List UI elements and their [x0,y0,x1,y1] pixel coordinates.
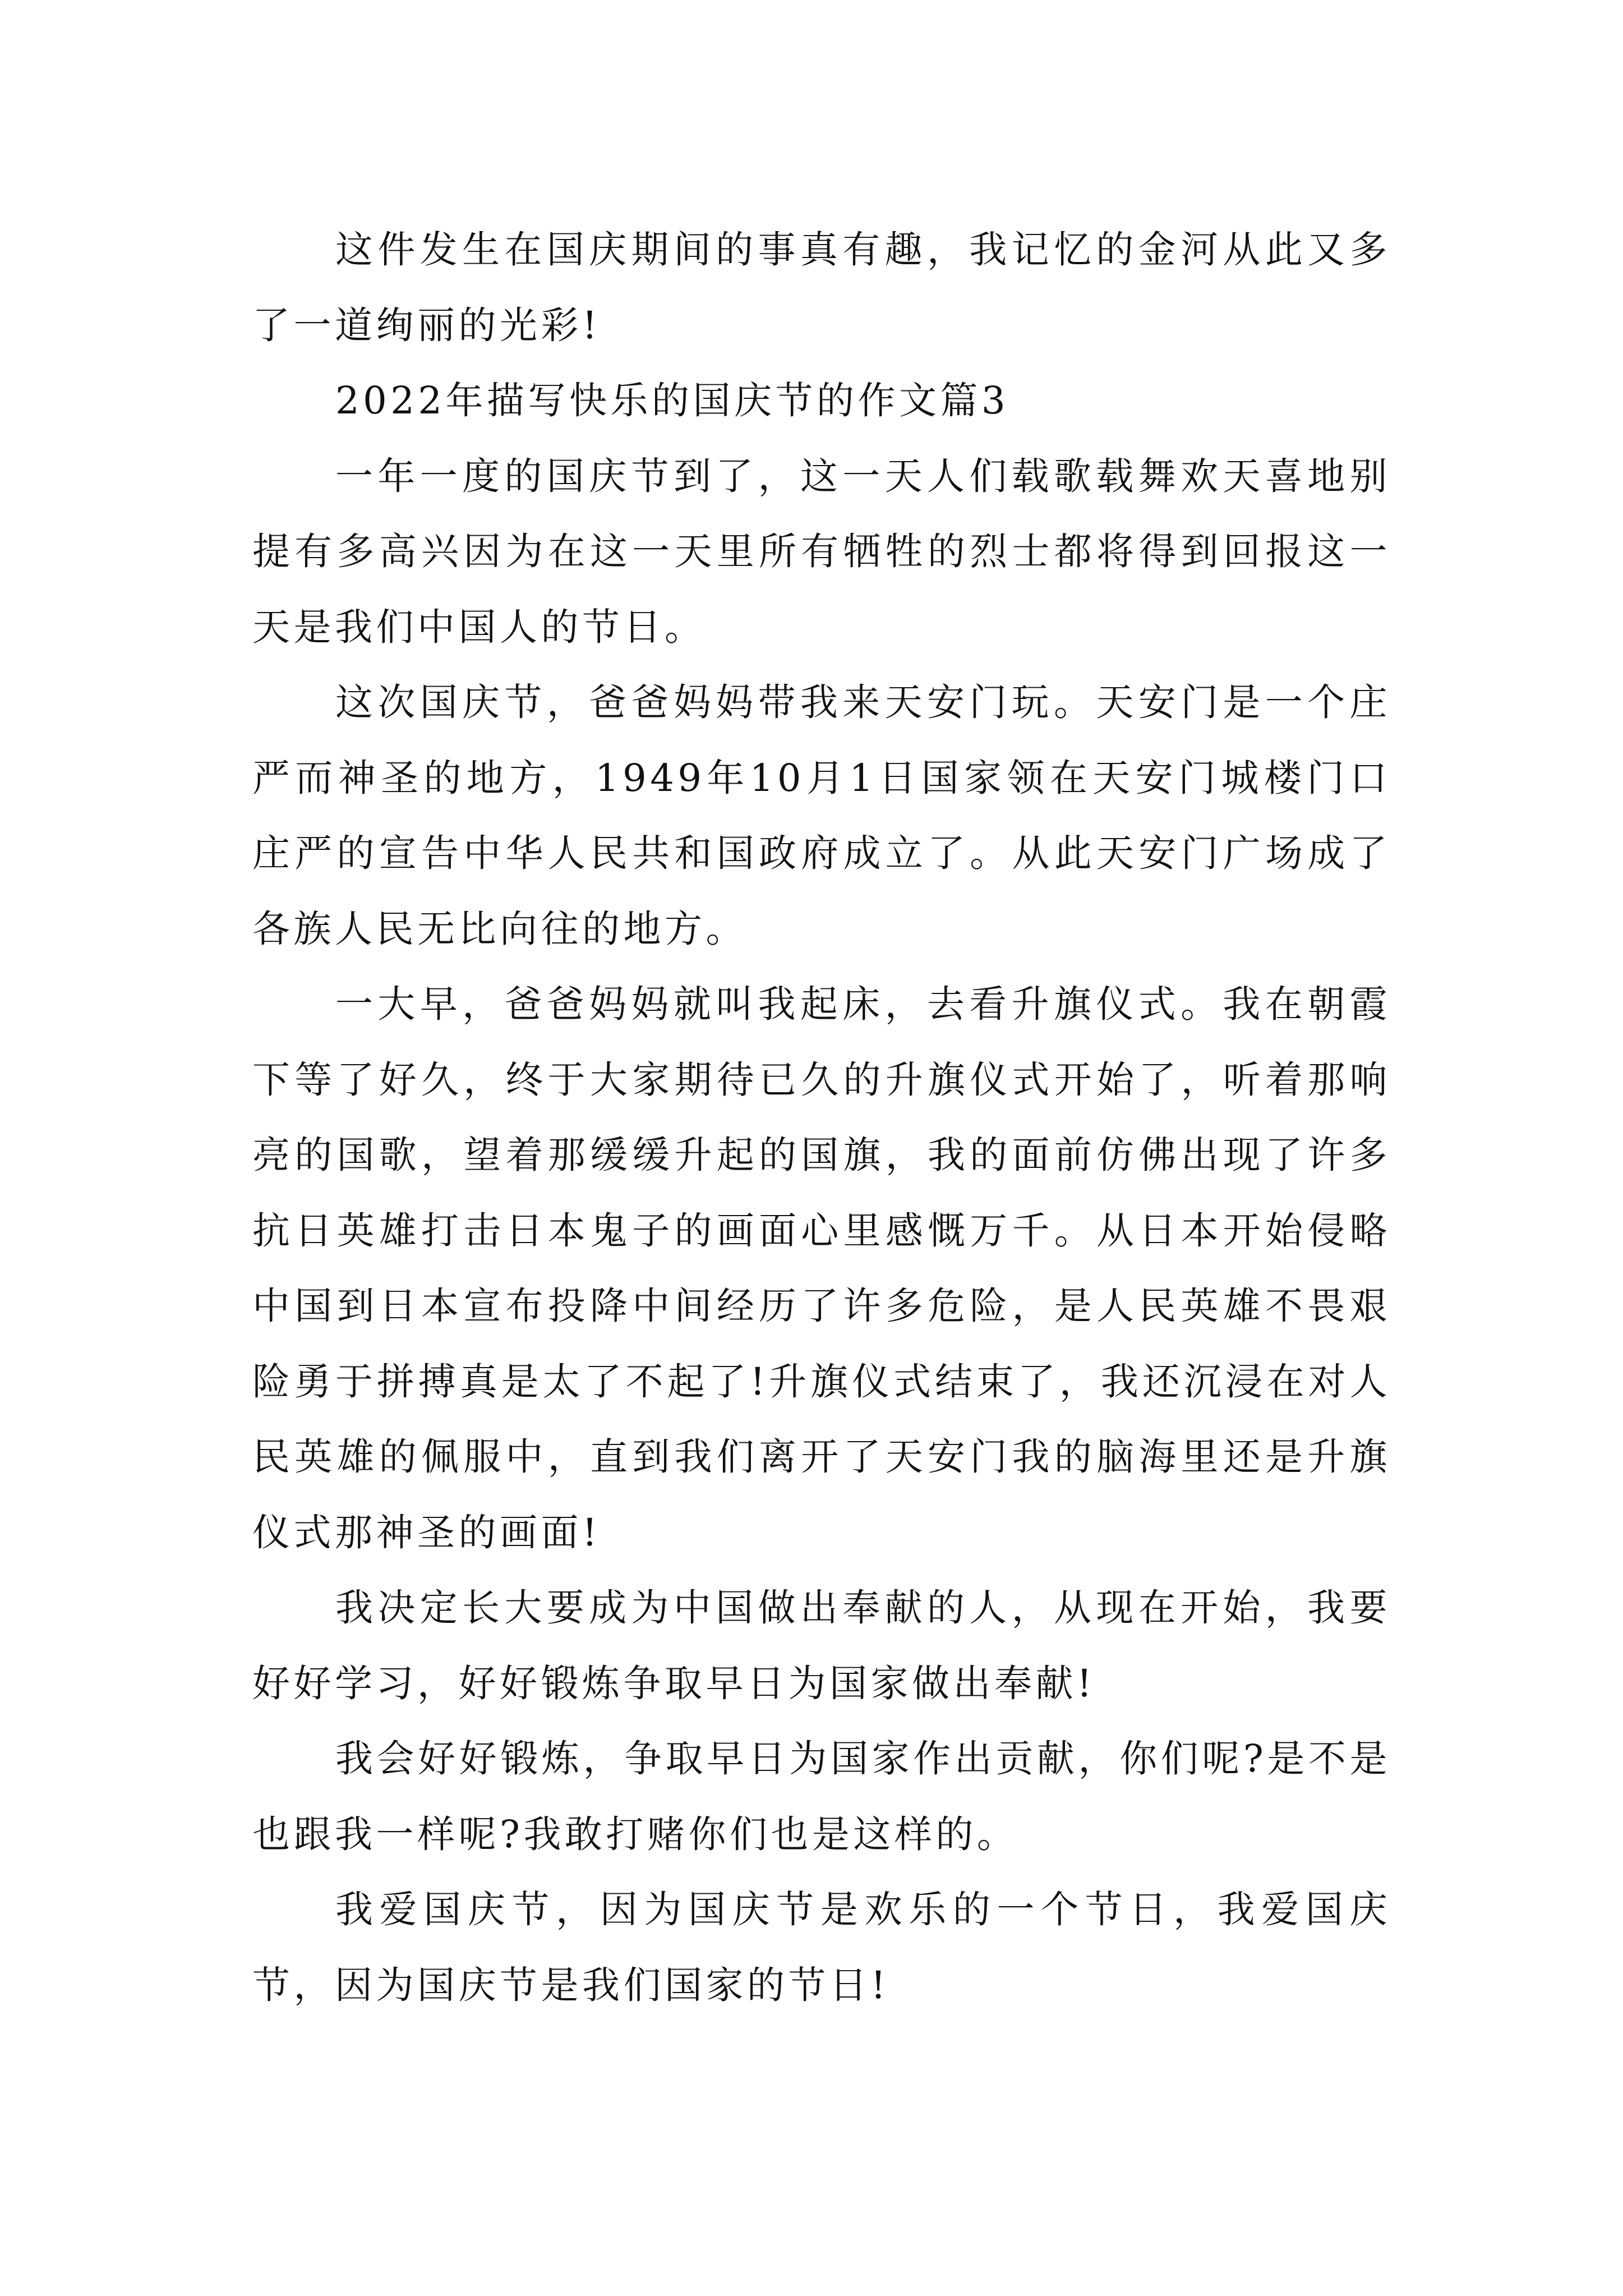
paragraph-6: 我会好好锻炼，争取早日为国家作出贡献，你们呢?是不是也跟我一样呢?我敢打赌你们也是这样的。 [252,1737,1391,1856]
paragraph-4: 一大早，爸爸妈妈就叫我起床，去看升旗仪式。我在朝霞下等了好久，终于大家期待已久的升旗仪式开始了，听着那响亮的国歌，望着那缓缓升起的国旗，我的面前仿佛出现了许多抗日英雄打击日本鬼子的画面心里感慨万千。从日本开始侵略中国到日本宣布投降中间经历了许多危险，是人民英雄不畏艰险勇于拼搏真是太了不起了!升旗仪式结束了，我还沉浸在对人民英雄的佩服中，直到我们离开了天安门我的脑海里还是升旗仪式那神圣的画面! [252,982,1391,1554]
paragraph-3: 这次国庆节，爸爸妈妈带我来天安门玩。天安门是一个庄严而神圣的地方，1949年10月1日国家领在天安门城楼门口庄严的宣告中华人民共和国政府成立了。从此天安门广场成了各族人民无比向往的地方。 [252,680,1391,951]
document-body [252,212,1391,2023]
paragraph-5: 我决定长大要成为中国做出奉献的人，从现在开始，我要好好学习，好好锻炼争取早日为国家做出奉献! [252,1586,1391,1705]
essay-heading: 2022年描写快乐的国庆节的作文篇3 [335,379,1009,422]
paragraph-7: 我爱国庆节，因为国庆节是欢乐的一个节日，我爱国庆节，因为国庆节是我们国家的节日! [252,1888,1391,2007]
paragraph-2: 一年一度的国庆节到了，这一天人们载歌载舞欢天喜地别提有多高兴因为在这一天里所有牺牲的烈士都将得到回报这一天是我们中国人的节日。 [252,454,1391,649]
paragraph-1: 这件发生在国庆期间的事真有趣，我记忆的金河从此又多了一道绚丽的光彩! [252,228,1391,347]
